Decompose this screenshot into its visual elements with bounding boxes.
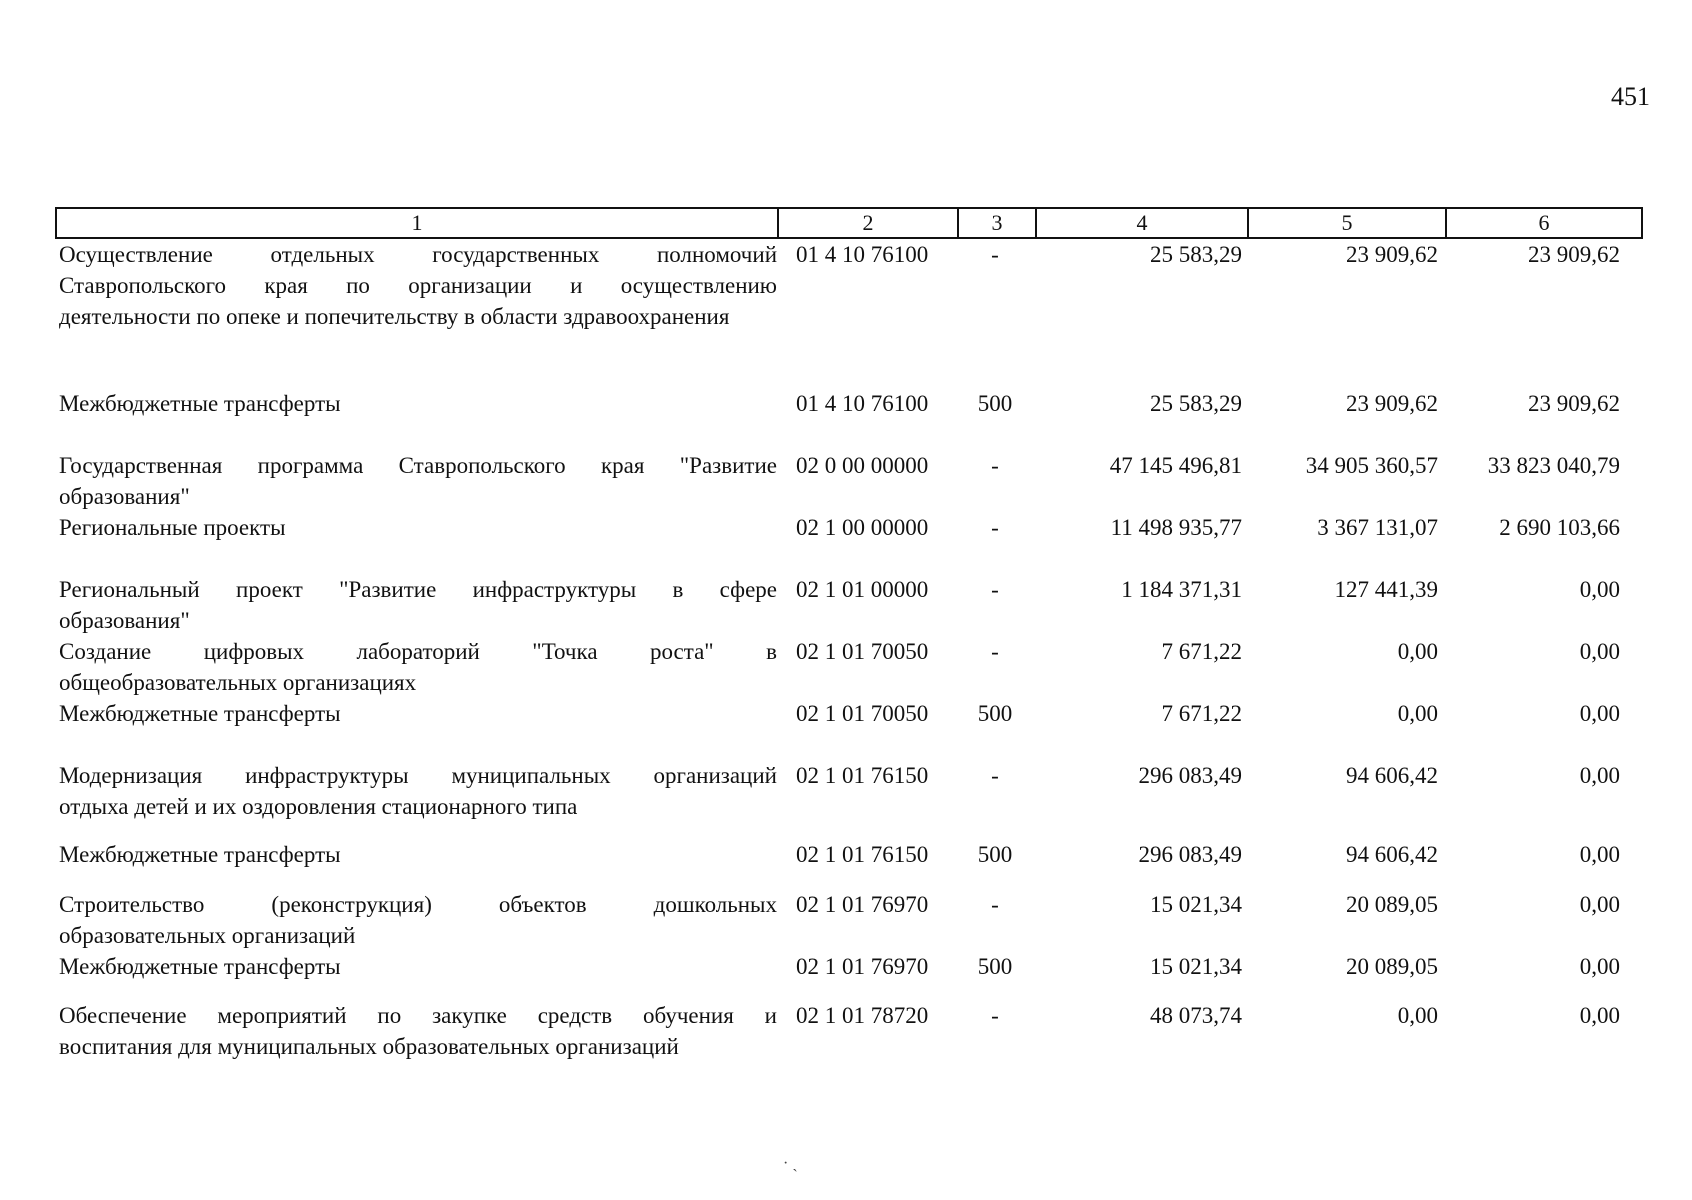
table-header bbox=[55, 207, 1643, 239]
row-value-col4: 25 583,29 bbox=[1150, 242, 1242, 267]
row-value-col4: 48 073,74 bbox=[1150, 1003, 1242, 1028]
header-col-4: 4 bbox=[1036, 208, 1248, 238]
row-value-col5: 0,00 bbox=[1397, 639, 1438, 664]
row-value-col6: 0,00 bbox=[1579, 577, 1620, 602]
row-name bbox=[59, 239, 777, 332]
row-name-line: Осуществление отдельных государственных полномочий bbox=[59, 242, 777, 267]
row-name bbox=[59, 889, 777, 951]
row-value-col6: 0,00 bbox=[1579, 701, 1620, 726]
header-row bbox=[56, 208, 1642, 238]
row-value-col4: 7 671,22 bbox=[1161, 639, 1242, 664]
header-col-3: 3 bbox=[958, 208, 1036, 238]
row-value-col6: 33 823 040,79 bbox=[1487, 453, 1620, 478]
row-value-col4: 11 498 935,77 bbox=[1110, 515, 1242, 540]
row-value-col5: 20 089,05 bbox=[1346, 892, 1438, 917]
row-type: - bbox=[991, 515, 999, 540]
row-value-col5: 0,00 bbox=[1397, 701, 1438, 726]
row-name bbox=[59, 450, 777, 512]
row-value-col5: 3 367 131,07 bbox=[1317, 515, 1438, 540]
row-value-col5: 23 909,62 bbox=[1346, 391, 1438, 416]
row-value-col4: 47 145 496,81 bbox=[1109, 453, 1242, 478]
row-code: 02 1 01 00000 bbox=[796, 577, 929, 602]
row-code: 02 1 01 76970 bbox=[796, 892, 929, 917]
row-code: 02 1 01 76970 bbox=[796, 954, 929, 979]
row-value-col6: 0,00 bbox=[1579, 1003, 1620, 1028]
row-value-col6: 23 909,62 bbox=[1528, 242, 1620, 267]
row-name: Межбюджетные трансферты bbox=[59, 954, 341, 979]
row-name-last-line: отдыха детей и их оздоровления стационарного типа bbox=[59, 794, 578, 819]
row-value-col4: 1 184 371,31 bbox=[1121, 577, 1242, 602]
row-code: 02 1 01 76150 bbox=[796, 842, 929, 867]
row-value-col5: 127 441,39 bbox=[1334, 577, 1438, 602]
row-value-col6: 0,00 bbox=[1579, 763, 1620, 788]
row-name-line: Строительство (реконструкция) объектов дошкольных bbox=[59, 892, 777, 917]
row-code: 01 4 10 76100 bbox=[796, 242, 929, 267]
row-code: 02 1 01 70050 bbox=[796, 639, 929, 664]
row-value-col5: 34 905 360,57 bbox=[1305, 453, 1438, 478]
row-type: - bbox=[991, 453, 999, 478]
row-name-last-line: деятельности по опеке и попечительству в области здравоохранения bbox=[59, 304, 730, 329]
row-type: 500 bbox=[977, 391, 1013, 416]
row-name: Региональные проекты bbox=[59, 515, 286, 540]
row-value-col5: 20 089,05 bbox=[1346, 954, 1438, 979]
row-type: - bbox=[991, 1003, 999, 1028]
header-col-6: 6 bbox=[1446, 208, 1642, 238]
row-name: Межбюджетные трансферты bbox=[59, 391, 341, 416]
row-value-col4: 296 083,49 bbox=[1138, 842, 1242, 867]
scan-artifact: · ˏ bbox=[783, 1155, 798, 1172]
row-value-col5: 94 606,42 bbox=[1346, 763, 1438, 788]
row-name-line: Региональный проект "Развитие инфраструктуры в сфере bbox=[59, 577, 777, 602]
page-number: 451 bbox=[1611, 82, 1650, 111]
row-type: - bbox=[991, 242, 999, 267]
row-value-col4: 15 021,34 bbox=[1150, 892, 1242, 917]
row-code: 02 1 01 76150 bbox=[796, 763, 929, 788]
row-code: 02 1 01 78720 bbox=[796, 1003, 929, 1028]
row-name-line: Ставропольского края по организации и осуществлению bbox=[59, 273, 777, 298]
row-name-last-line: воспитания для муниципальных образовательных организаций bbox=[59, 1034, 679, 1059]
header-col-1: 1 bbox=[56, 208, 778, 238]
row-name-line: Государственная программа Ставропольского края "Развитие bbox=[59, 453, 777, 478]
row-value-col4: 25 583,29 bbox=[1150, 391, 1242, 416]
row-code: 02 0 00 00000 bbox=[796, 453, 929, 478]
row-value-col6: 0,00 bbox=[1579, 639, 1620, 664]
row-type: 500 bbox=[977, 701, 1013, 726]
row-type: 500 bbox=[977, 842, 1013, 867]
row-value-col5: 0,00 bbox=[1397, 1003, 1438, 1028]
row-name-line: Обеспечение мероприятий по закупке средств обучения и bbox=[59, 1003, 777, 1028]
row-name-last-line: общеобразовательных организациях bbox=[59, 670, 417, 695]
header-col-2: 2 bbox=[778, 208, 958, 238]
row-code: 02 1 00 00000 bbox=[796, 515, 929, 540]
row-value-col6: 0,00 bbox=[1579, 842, 1620, 867]
row-name: Межбюджетные трансферты bbox=[59, 842, 341, 867]
row-name-line: Модернизация инфраструктуры муниципальных организаций bbox=[59, 763, 777, 788]
row-type: - bbox=[991, 577, 999, 602]
row-name bbox=[59, 760, 777, 822]
row-type: - bbox=[991, 639, 999, 664]
row-value-col5: 94 606,42 bbox=[1346, 842, 1438, 867]
row-value-col4: 7 671,22 bbox=[1161, 701, 1242, 726]
row-name: Межбюджетные трансферты bbox=[59, 701, 341, 726]
row-value-col6: 23 909,62 bbox=[1528, 391, 1620, 416]
row-value-col6: 0,00 bbox=[1579, 954, 1620, 979]
header-col-5: 5 bbox=[1248, 208, 1446, 238]
row-value-col4: 296 083,49 bbox=[1138, 763, 1242, 788]
row-name-last-line: образовательных организаций bbox=[59, 923, 356, 948]
row-code: 01 4 10 76100 bbox=[796, 391, 929, 416]
row-name-last-line: образования" bbox=[59, 608, 190, 633]
row-name-last-line: образования" bbox=[59, 484, 190, 509]
row-value-col6: 0,00 bbox=[1579, 892, 1620, 917]
row-name bbox=[59, 1000, 777, 1062]
row-value-col6: 2 690 103,66 bbox=[1499, 515, 1620, 540]
row-value-col5: 23 909,62 bbox=[1346, 242, 1438, 267]
row-value-col4: 15 021,34 bbox=[1150, 954, 1242, 979]
row-type: - bbox=[991, 892, 999, 917]
row-type: 500 bbox=[977, 954, 1013, 979]
row-name bbox=[59, 636, 777, 698]
row-code: 02 1 01 70050 bbox=[796, 701, 929, 726]
row-type: - bbox=[991, 763, 999, 788]
row-name-line: Создание цифровых лабораторий "Точка роста" в bbox=[59, 639, 777, 664]
row-name bbox=[59, 574, 777, 636]
